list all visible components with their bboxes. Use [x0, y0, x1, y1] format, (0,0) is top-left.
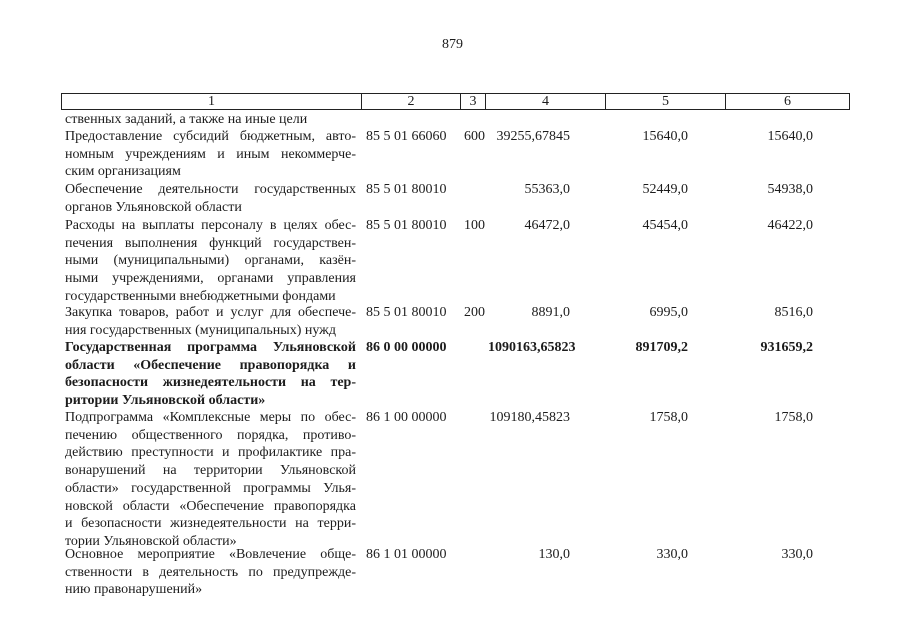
amount-col-5: 891709,2: [635, 340, 688, 355]
description-line: Подпрограмма «Комплексные меры по обес-: [65, 410, 356, 425]
row-description: [65, 128, 356, 181]
amount-col-4: 8891,0: [531, 305, 570, 320]
target-article-code: 86 1 01 00000: [366, 547, 447, 562]
target-article-code: 85 5 01 66060: [366, 129, 447, 144]
target-article-code: 85 5 01 80010: [366, 218, 447, 233]
amount-col-5: 45454,0: [642, 218, 688, 233]
description-line: печению общественного порядка, противо-: [65, 427, 356, 443]
description-line: области» государственной программы Улья-: [65, 480, 356, 496]
description-line: вонарушений на территории Ульяновской: [65, 463, 356, 479]
row-description: [65, 339, 356, 410]
description-line: ритории Ульяновской области»: [65, 393, 266, 409]
description-line: и безопасности жизнедеятельности на терри-: [65, 516, 356, 532]
description-line: ния государственных (муниципальных) нужд: [65, 322, 336, 338]
description-line: государственными внебюджетными фондами: [65, 288, 336, 304]
amount-col-6: 46422,0: [767, 218, 813, 233]
target-article-code: 86 1 00 00000: [366, 410, 447, 425]
description-line: Государственная программа Ульяновской: [65, 340, 356, 355]
table-header-row: [61, 93, 850, 110]
description-line: Закупка товаров, работ и услуг для обеспече-: [65, 305, 356, 320]
target-article-code: 85 5 01 80010: [366, 305, 447, 320]
amount-col-4: 39255,67845: [496, 129, 570, 144]
table-header-col-4: 4: [486, 94, 606, 109]
description-line: органов Ульяновской области: [65, 199, 242, 215]
expense-type-code: 600: [464, 129, 485, 144]
amount-col-5: 1758,0: [649, 410, 688, 425]
description-line: печения выполнения функций государствен-: [65, 235, 356, 251]
amount-col-4: 55363,0: [524, 182, 570, 197]
description-line: Расходы на выплаты персоналу в целях обес-: [65, 218, 356, 233]
description-line: ственности в деятельность по предупрежде-: [65, 564, 356, 580]
row-description: [65, 409, 356, 551]
description-line: Предоставление субсидий бюджетным, авто-: [65, 129, 356, 144]
table-header-col-1: 1: [62, 94, 362, 109]
amount-col-6: 1758,0: [774, 410, 813, 425]
amount-col-6: 8516,0: [774, 305, 813, 320]
table-header-col-6: 6: [784, 94, 791, 109]
description-line: ственных заданий, а также на иные цели: [65, 112, 308, 127]
table-header-col-5: 5: [606, 94, 726, 109]
table-header-col-2: 2: [362, 94, 461, 109]
description-line: тории Ульяновской области»: [65, 533, 237, 549]
amount-col-6: 15640,0: [767, 129, 813, 144]
amount-col-5: 6995,0: [649, 305, 688, 320]
description-line: ским организациям: [65, 164, 181, 180]
description-line: ными (муниципальными) органами, казён-: [65, 253, 356, 269]
row-description: [65, 217, 356, 306]
description-line: Обеспечение деятельности государственных: [65, 182, 356, 197]
row-description: [65, 546, 356, 599]
expense-type-code: 100: [464, 218, 485, 233]
amount-col-4: 46472,0: [524, 218, 570, 233]
row-description: [65, 181, 356, 216]
description-line: номным учреждениям и иным некоммерче-: [65, 146, 356, 162]
amount-col-6: 330,0: [781, 547, 813, 562]
amount-col-5: 52449,0: [642, 182, 688, 197]
amount-col-4: 130,0: [538, 547, 570, 562]
target-article-code: 86 0 00 00000: [366, 340, 447, 355]
target-article-code: 85 5 01 80010: [366, 182, 447, 197]
amount-col-5: 330,0: [656, 547, 688, 562]
row-description: [65, 304, 356, 339]
description-line: действию преступности и профилактике пра-: [65, 445, 356, 461]
expense-type-code: 200: [464, 305, 485, 320]
description-line: ными учреждениями, органами управления: [65, 271, 356, 287]
table-header-col-3: 3: [461, 94, 486, 109]
amount-col-4: 1090163,65823: [488, 340, 576, 355]
row-description: [65, 111, 356, 129]
amount-col-6: 54938,0: [767, 182, 813, 197]
page-number: 879: [442, 37, 463, 52]
description-line: безопасности жизнедеятельности на тер-: [65, 375, 356, 391]
description-line: Основное мероприятие «Вовлечение обще-: [65, 547, 356, 562]
description-line: новской области «Обеспечение правопорядка: [65, 498, 356, 514]
amount-col-4: 109180,45823: [489, 410, 570, 425]
amount-col-5: 15640,0: [642, 129, 688, 144]
amount-col-6: 931659,2: [760, 340, 813, 355]
description-line: области «Обеспечение правопорядка и: [65, 357, 356, 373]
description-line: нию правонарушений»: [65, 582, 203, 598]
